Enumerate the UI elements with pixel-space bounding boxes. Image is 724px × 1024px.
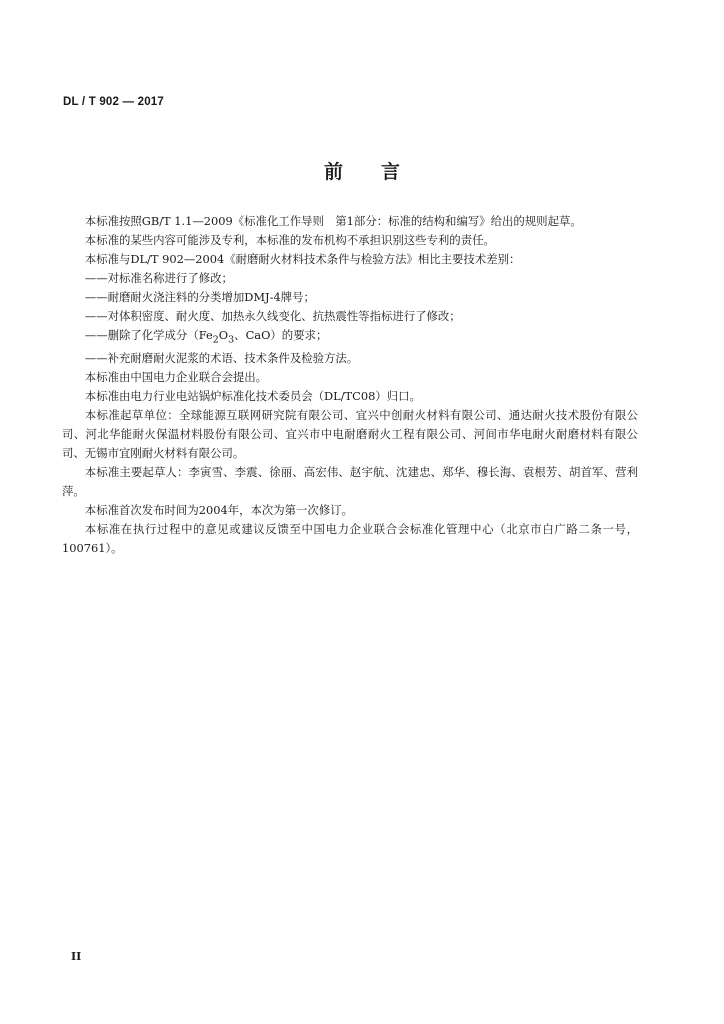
paragraph-drafting-rules: 本标准按照GB/T 1.1—2009《标准化工作导则 第1部分：标准的结构和编写》给出的规则起草。 — [84, 214, 582, 228]
section-title: 前言 — [323, 161, 438, 183]
page-number: II — [71, 950, 82, 963]
subscript: 2 — [212, 334, 219, 346]
paragraph-main-changes: 本标准与DL/T 902—2004《耐磨耐火材料技术条件与检验方法》相比主要技术差别： — [84, 252, 521, 266]
chemical-text-mid: O — [218, 328, 229, 342]
change-item: ——对体积密度、耐火度、加热永久线变化、抗热震性等指标进行了修改； — [84, 309, 461, 323]
change-item-chemical — [62, 326, 638, 349]
paragraph-feedback: 本标准在执行过程中的意见或建议反馈至中国电力企业联合会标准化管理中心（北京市白广路二条一号，100761）。 — [62, 522, 638, 556]
paragraph-proposer: 本标准由中国电力企业联合会提出。 — [84, 370, 268, 385]
subscript: 3 — [228, 334, 235, 346]
paragraph-patent-notice: 本标准的某些内容可能涉及专利，本标准的发布机构不承担识别这些专利的责任。 — [84, 233, 495, 247]
chemical-text-prefix: ——删除了化学成分（Fe — [84, 328, 213, 342]
chemical-text-suffix: 、CaO）的要求； — [234, 328, 328, 342]
paragraph-administrator: 本标准由电力行业电站锅炉标准化技术委员会（DL/TC08）归口。 — [84, 389, 421, 404]
foreword-body — [62, 212, 638, 558]
change-item: ——对标准名称进行了修改； — [84, 271, 233, 285]
change-item: ——补充耐磨耐火泥浆的术语、技术条件及检验方法。 — [84, 351, 359, 366]
paragraph-drafting-units: 本标准起草单位：全球能源互联网研究院有限公司、宜兴中创耐火材料有限公司、通达耐火技术股份有限公司、河北华能耐火保温材料股份有限公司、宜兴市中电耐磨耐火工程有限公司、河间市华电耐火耐磨材料有限公司、无锡市宜刚耐火材料有限公司。 — [62, 408, 638, 461]
document-code: DL / T 902 — 2017 — [63, 96, 164, 108]
change-item: ——耐磨耐火浇注料的分类增加DMJ-4牌号； — [84, 290, 315, 304]
paragraph-release-history: 本标准首次发布时间为2004年，本次为第一次修订。 — [84, 503, 353, 518]
paragraph-drafters: 本标准主要起草人：李寅雪、李震、徐丽、高宏伟、赵宇航、沈建忠、郑华、穆长海、袁根芳、胡首军、营利萍。 — [62, 465, 638, 499]
